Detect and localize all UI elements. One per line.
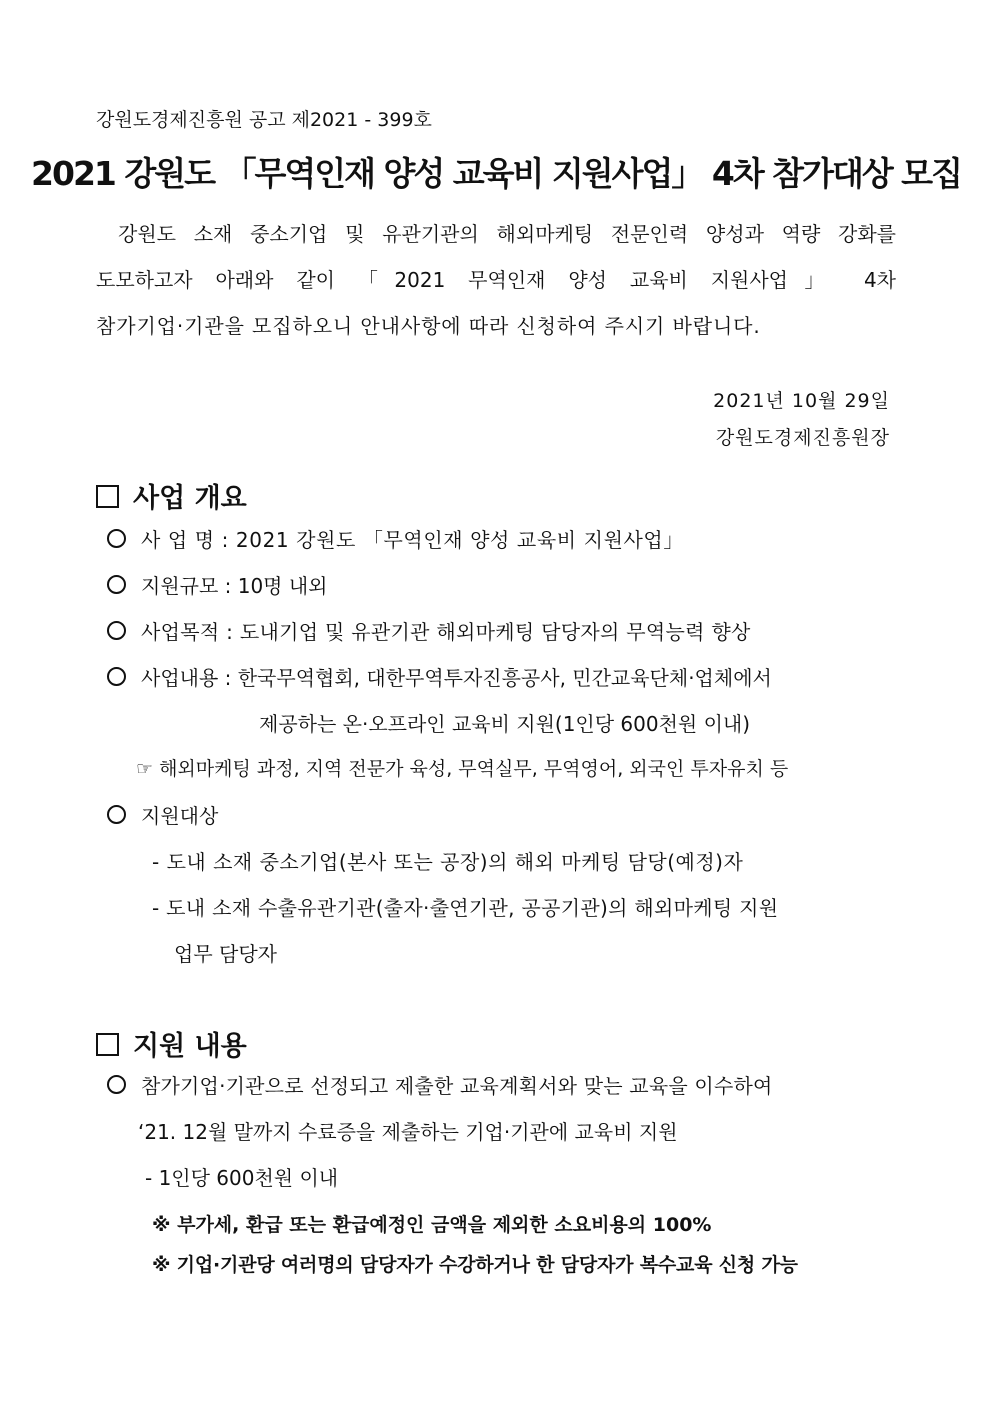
overview-target-2-continued: 업무 담당자 <box>174 942 277 966</box>
circle-bullet-icon <box>107 805 126 824</box>
intro-line-2: 도모하고자 아래와 같이 「2021 무역인재 양성 교육비 지원사업」 4차 <box>96 268 896 292</box>
overview-content: 사업내용 : 한국무역협회, 대한무역투자진흥공사, 민간교육단체·업체에서 <box>107 662 772 691</box>
section-overview-label: 사업 개요 <box>133 483 247 514</box>
circle-bullet-icon <box>107 667 126 686</box>
overview-target-2: - 도내 소재 수출유관기관(출자·출연기관, 공공기관)의 해외마케팅 지원 <box>152 896 779 920</box>
intro-line-3: 참가기업·기관을 모집하오니 안내사항에 따라 신청하여 주시기 바랍니다. <box>96 314 761 338</box>
support-item-1-continued: ‘21. 12월 말까지 수료증을 제출하는 기업·기관에 교육비 지원 <box>138 1120 678 1144</box>
section-overview-heading <box>96 476 247 515</box>
support-item-1: 참가기업·기관으로 선정되고 제출한 교육계획서와 맞는 교육을 이수하여 <box>107 1070 773 1099</box>
circle-bullet-icon <box>107 621 126 640</box>
issuer: 강원도경제진흥원장 <box>715 427 890 449</box>
square-box-icon <box>96 485 119 508</box>
section-support-heading <box>96 1024 247 1063</box>
support-note-2: ※ 기업·기관당 여러명의 담당자가 수강하거나 한 담당자가 복수교육 신청 가능 <box>152 1254 798 1276</box>
overview-target: 지원대상 <box>107 800 218 829</box>
notice-number: 강원도경제진흥원 공고 제2021 - 399호 <box>96 109 432 131</box>
page-title: 2021 강원도 「무역인재 양성 교육비 지원사업」 4차 참가대상 모집 <box>31 154 961 193</box>
intro-line-1: 강원도 소재 중소기업 및 유관기관의 해외마케팅 전문인력 양성과 역량 강화를 <box>118 222 896 246</box>
overview-purpose: 사업목적 : 도내기업 및 유관기관 해외마케팅 담당자의 무역능력 향상 <box>107 616 751 645</box>
overview-scale: 지원규모 : 10명 내외 <box>107 570 328 599</box>
overview-examples: ☞ 해외마케팅 과정, 지역 전문가 육성, 무역실무, 무역영어, 외국인 투자유치 등 <box>136 758 789 780</box>
section-support-label: 지원 내용 <box>133 1031 247 1062</box>
support-limit: - 1인당 600천원 이내 <box>145 1166 339 1190</box>
overview-target-1: - 도내 소재 중소기업(본사 또는 공장)의 해외 마케팅 담당(예정)자 <box>152 850 744 874</box>
circle-bullet-icon <box>107 1075 126 1094</box>
square-box-icon <box>96 1033 119 1056</box>
circle-bullet-icon <box>107 529 126 548</box>
support-note-1: ※ 부가세, 환급 또는 환급예정인 금액을 제외한 소요비용의 100% <box>152 1214 712 1236</box>
overview-content-continued: 제공하는 온·오프라인 교육비 지원(1인당 600천원 이내) <box>259 712 751 736</box>
announcement-date: 2021년 10월 29일 <box>713 390 890 412</box>
overview-project-name: 사 업 명 : 2021 강원도 「무역인재 양성 교육비 지원사업」 <box>107 524 684 553</box>
circle-bullet-icon <box>107 575 126 594</box>
